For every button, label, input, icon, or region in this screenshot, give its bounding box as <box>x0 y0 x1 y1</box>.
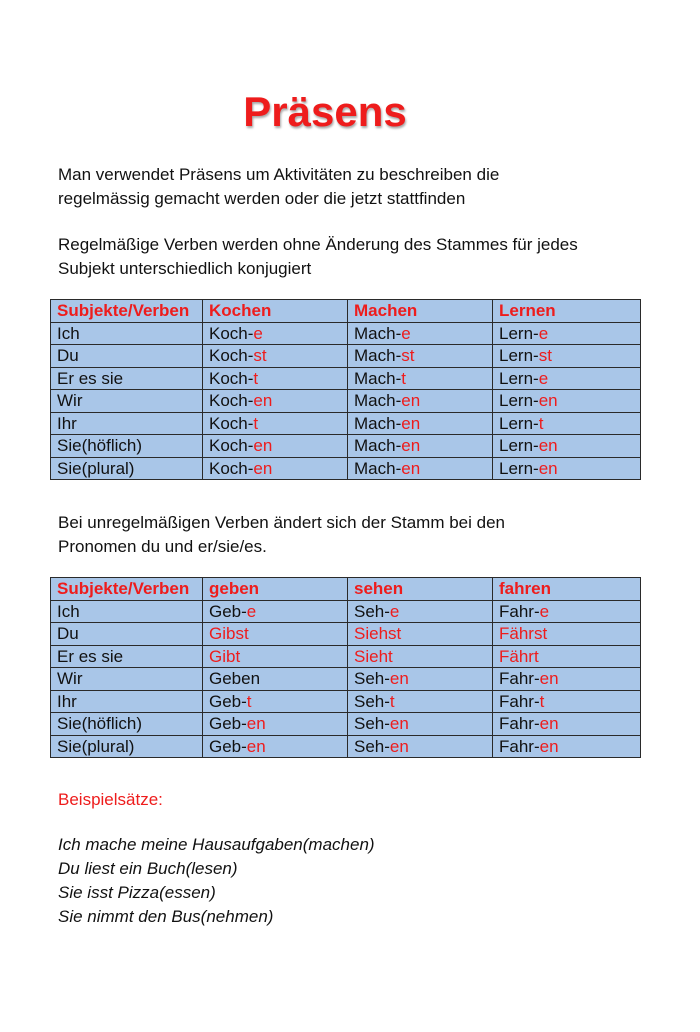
conjugation-cell <box>203 390 348 413</box>
verb-stem: Geb- <box>209 691 247 711</box>
irregular-intro-line: Pronomen du und er/sie/es. <box>58 537 267 556</box>
table-row <box>51 623 641 646</box>
verb-ending: e <box>389 601 400 621</box>
verb-ending: Gibt <box>209 646 241 666</box>
verb-ending: t <box>253 413 259 433</box>
verb-ending: t <box>539 691 545 711</box>
verb-ending: en <box>538 436 558 456</box>
conjugation-cell <box>348 457 493 480</box>
verb-stem: Koch- <box>209 413 254 433</box>
conjugation-cell <box>203 713 348 736</box>
subject-cell: Er es sie <box>51 367 203 390</box>
conjugation-cell <box>493 322 641 345</box>
subject-cell: Ich <box>51 322 203 345</box>
conjugation-cell <box>348 645 493 668</box>
conjugation-cell <box>493 435 641 458</box>
conjugation-cell <box>493 690 641 713</box>
verb-stem: Geben <box>209 669 261 689</box>
verb-ending: t <box>246 691 252 711</box>
conjugation-cell <box>203 645 348 668</box>
conjugation-cell <box>348 690 493 713</box>
verb-stem: Mach- <box>354 346 402 366</box>
conjugation-cell <box>348 435 493 458</box>
verb-ending: e <box>401 323 411 343</box>
conjugation-cell <box>348 713 493 736</box>
verb-stem: Koch- <box>209 368 254 388</box>
conjugation-cell <box>348 623 493 646</box>
column-header: Machen <box>348 300 493 323</box>
example-sentence: Sie nimmt den Bus(nehmen) <box>58 907 274 926</box>
verb-ending: e <box>246 601 257 621</box>
verb-ending: e <box>539 601 550 621</box>
conjugation-cell <box>493 345 641 368</box>
table-row <box>51 322 641 345</box>
conjugation-cell <box>493 668 641 691</box>
column-header: geben <box>203 578 348 601</box>
irregular-intro-paragraph <box>58 511 658 559</box>
verb-stem: Fahr- <box>499 691 540 711</box>
subject-cell: Du <box>51 345 203 368</box>
conjugation-cell <box>203 735 348 758</box>
table-row <box>51 600 641 623</box>
verb-ending: en <box>246 736 266 756</box>
column-header: Kochen <box>203 300 348 323</box>
conjugation-cell <box>203 322 348 345</box>
intro-paragraph <box>58 163 658 211</box>
conjugation-cell <box>493 412 641 435</box>
example-sentence: Ich mache meine Hausaufgaben(machen) <box>58 835 375 854</box>
verb-stem: Koch- <box>209 391 254 411</box>
conjugation-cell <box>493 390 641 413</box>
conjugation-cell <box>348 412 493 435</box>
verb-stem: Geb- <box>209 714 247 734</box>
table-row <box>51 345 641 368</box>
verb-ending: t <box>389 691 395 711</box>
subject-cell: Ihr <box>51 690 203 713</box>
table-header-row <box>51 578 641 601</box>
verb-ending: en <box>389 669 409 689</box>
intro-line: Man verwendet Präsens um Aktivitäten zu beschreiben die <box>58 165 500 184</box>
irregular-intro-line: Bei unregelmäßigen Verben ändert sich der Stamm bei den <box>58 513 505 532</box>
verb-stem: Koch- <box>209 458 254 478</box>
conjugation-cell <box>203 457 348 480</box>
verb-ending: en <box>401 391 421 411</box>
conjugation-cell <box>203 412 348 435</box>
conjugation-cell <box>203 435 348 458</box>
table-row <box>51 390 641 413</box>
conjugation-cell <box>348 600 493 623</box>
verb-ending: e <box>538 323 549 343</box>
verb-ending: en <box>389 736 409 756</box>
verb-ending: en <box>246 714 266 734</box>
verb-ending: en <box>253 391 273 411</box>
subject-cell: Ihr <box>51 412 203 435</box>
column-header: Subjekte/Verben <box>51 578 203 601</box>
table-row <box>51 367 641 390</box>
conjugation-cell <box>348 322 493 345</box>
verb-ending: Fährst <box>499 624 548 644</box>
verb-ending: en <box>538 458 558 478</box>
verb-stem: Mach- <box>354 436 402 456</box>
verb-ending: en <box>401 413 421 433</box>
verb-stem: Koch- <box>209 346 254 366</box>
conjugation-cell <box>493 367 641 390</box>
verb-ending: t <box>253 368 259 388</box>
verb-ending: e <box>538 368 549 388</box>
verb-ending: Siehst <box>354 624 402 644</box>
verb-ending: t <box>538 413 544 433</box>
verb-stem: Fahr- <box>499 736 540 756</box>
conjugation-cell <box>203 367 348 390</box>
intro-line: regelmässig gemacht werden oder die jetzt stattfinden <box>58 189 466 208</box>
conjugation-cell <box>493 645 641 668</box>
conjugation-cell <box>348 390 493 413</box>
conjugation-cell <box>493 713 641 736</box>
irregular-verbs-table <box>50 577 641 758</box>
conjugation-cell <box>493 735 641 758</box>
subject-cell: Er es sie <box>51 645 203 668</box>
verb-ending: Sieht <box>354 646 393 666</box>
conjugation-cell <box>203 668 348 691</box>
table-row <box>51 735 641 758</box>
regular-intro-paragraph <box>58 233 658 281</box>
verb-ending: en <box>253 458 273 478</box>
verb-stem: Seh- <box>354 669 390 689</box>
verb-ending: st <box>253 346 267 366</box>
example-sentences <box>58 833 375 929</box>
verb-stem: Lern- <box>499 346 539 366</box>
examples-heading: Beispielsätze: <box>58 790 163 809</box>
conjugation-cell <box>348 345 493 368</box>
subject-cell: Ich <box>51 600 203 623</box>
subject-cell: Sie(höflich) <box>51 435 203 458</box>
verb-ending: Fährt <box>499 646 539 666</box>
verb-ending: en <box>539 736 559 756</box>
table-header-row <box>51 300 641 323</box>
verb-stem: Koch- <box>209 436 254 456</box>
column-header: Lernen <box>493 300 641 323</box>
page-title: Präsens <box>243 88 407 135</box>
verb-stem: Geb- <box>209 601 247 621</box>
verb-stem: Seh- <box>354 736 390 756</box>
conjugation-cell <box>493 600 641 623</box>
subject-cell: Wir <box>51 668 203 691</box>
verb-stem: Seh- <box>354 691 390 711</box>
verb-ending: t <box>401 368 406 388</box>
verb-stem: Mach- <box>354 368 402 388</box>
table-row <box>51 435 641 458</box>
conjugation-cell <box>203 690 348 713</box>
verb-stem: Koch- <box>209 323 254 343</box>
verb-ending: en <box>539 669 559 689</box>
conjugation-cell <box>493 457 641 480</box>
verb-ending: e <box>253 323 263 343</box>
verb-ending: st <box>401 346 415 366</box>
verb-ending: en <box>389 714 409 734</box>
conjugation-cell <box>348 668 493 691</box>
subject-cell: Du <box>51 623 203 646</box>
column-header: Subjekte/Verben <box>51 300 203 323</box>
verb-stem: Mach- <box>354 413 402 433</box>
subject-cell: Sie(plural) <box>51 735 203 758</box>
example-sentence: Sie isst Pizza(essen) <box>58 883 216 902</box>
table-row <box>51 713 641 736</box>
verb-ending: en <box>253 436 273 456</box>
verb-stem: Fahr- <box>499 714 540 734</box>
verb-stem: Lern- <box>499 323 539 343</box>
conjugation-cell <box>348 367 493 390</box>
verb-ending: en <box>401 436 421 456</box>
verb-stem: Lern- <box>499 413 539 433</box>
table-row <box>51 690 641 713</box>
subject-cell: Sie(plural) <box>51 457 203 480</box>
conjugation-cell <box>493 623 641 646</box>
verb-stem: Lern- <box>499 436 539 456</box>
verb-stem: Lern- <box>499 368 539 388</box>
subject-cell: Sie(höflich) <box>51 713 203 736</box>
verb-stem: Fahr- <box>499 601 540 621</box>
verb-ending: Gibst <box>209 624 249 644</box>
verb-ending: st <box>538 346 552 366</box>
verb-stem: Lern- <box>499 458 539 478</box>
conjugation-cell <box>203 623 348 646</box>
regular-intro-line: Subjekt unterschiedlich konjugiert <box>58 259 312 278</box>
verb-stem: Geb- <box>209 736 247 756</box>
verb-stem: Seh- <box>354 714 390 734</box>
subject-cell: Wir <box>51 390 203 413</box>
table-row <box>51 412 641 435</box>
verb-stem: Seh- <box>354 601 390 621</box>
regular-intro-line: Regelmäßige Verben werden ohne Änderung des Stammes für jedes <box>58 235 578 254</box>
table-row <box>51 457 641 480</box>
verb-stem: Fahr- <box>499 669 540 689</box>
example-sentence: Du liest ein Buch(lesen) <box>58 859 238 878</box>
regular-verbs-table <box>50 299 641 480</box>
verb-stem: Mach- <box>354 323 402 343</box>
table-row <box>51 645 641 668</box>
verb-stem: Lern- <box>499 391 539 411</box>
verb-stem: Mach- <box>354 391 402 411</box>
verb-ending: en <box>401 458 421 478</box>
column-header: fahren <box>493 578 641 601</box>
conjugation-cell <box>348 735 493 758</box>
verb-stem: Mach- <box>354 458 402 478</box>
verb-ending: en <box>539 714 559 734</box>
conjugation-cell <box>203 345 348 368</box>
column-header: sehen <box>348 578 493 601</box>
verb-ending: en <box>538 391 558 411</box>
table-row <box>51 668 641 691</box>
conjugation-cell <box>203 600 348 623</box>
